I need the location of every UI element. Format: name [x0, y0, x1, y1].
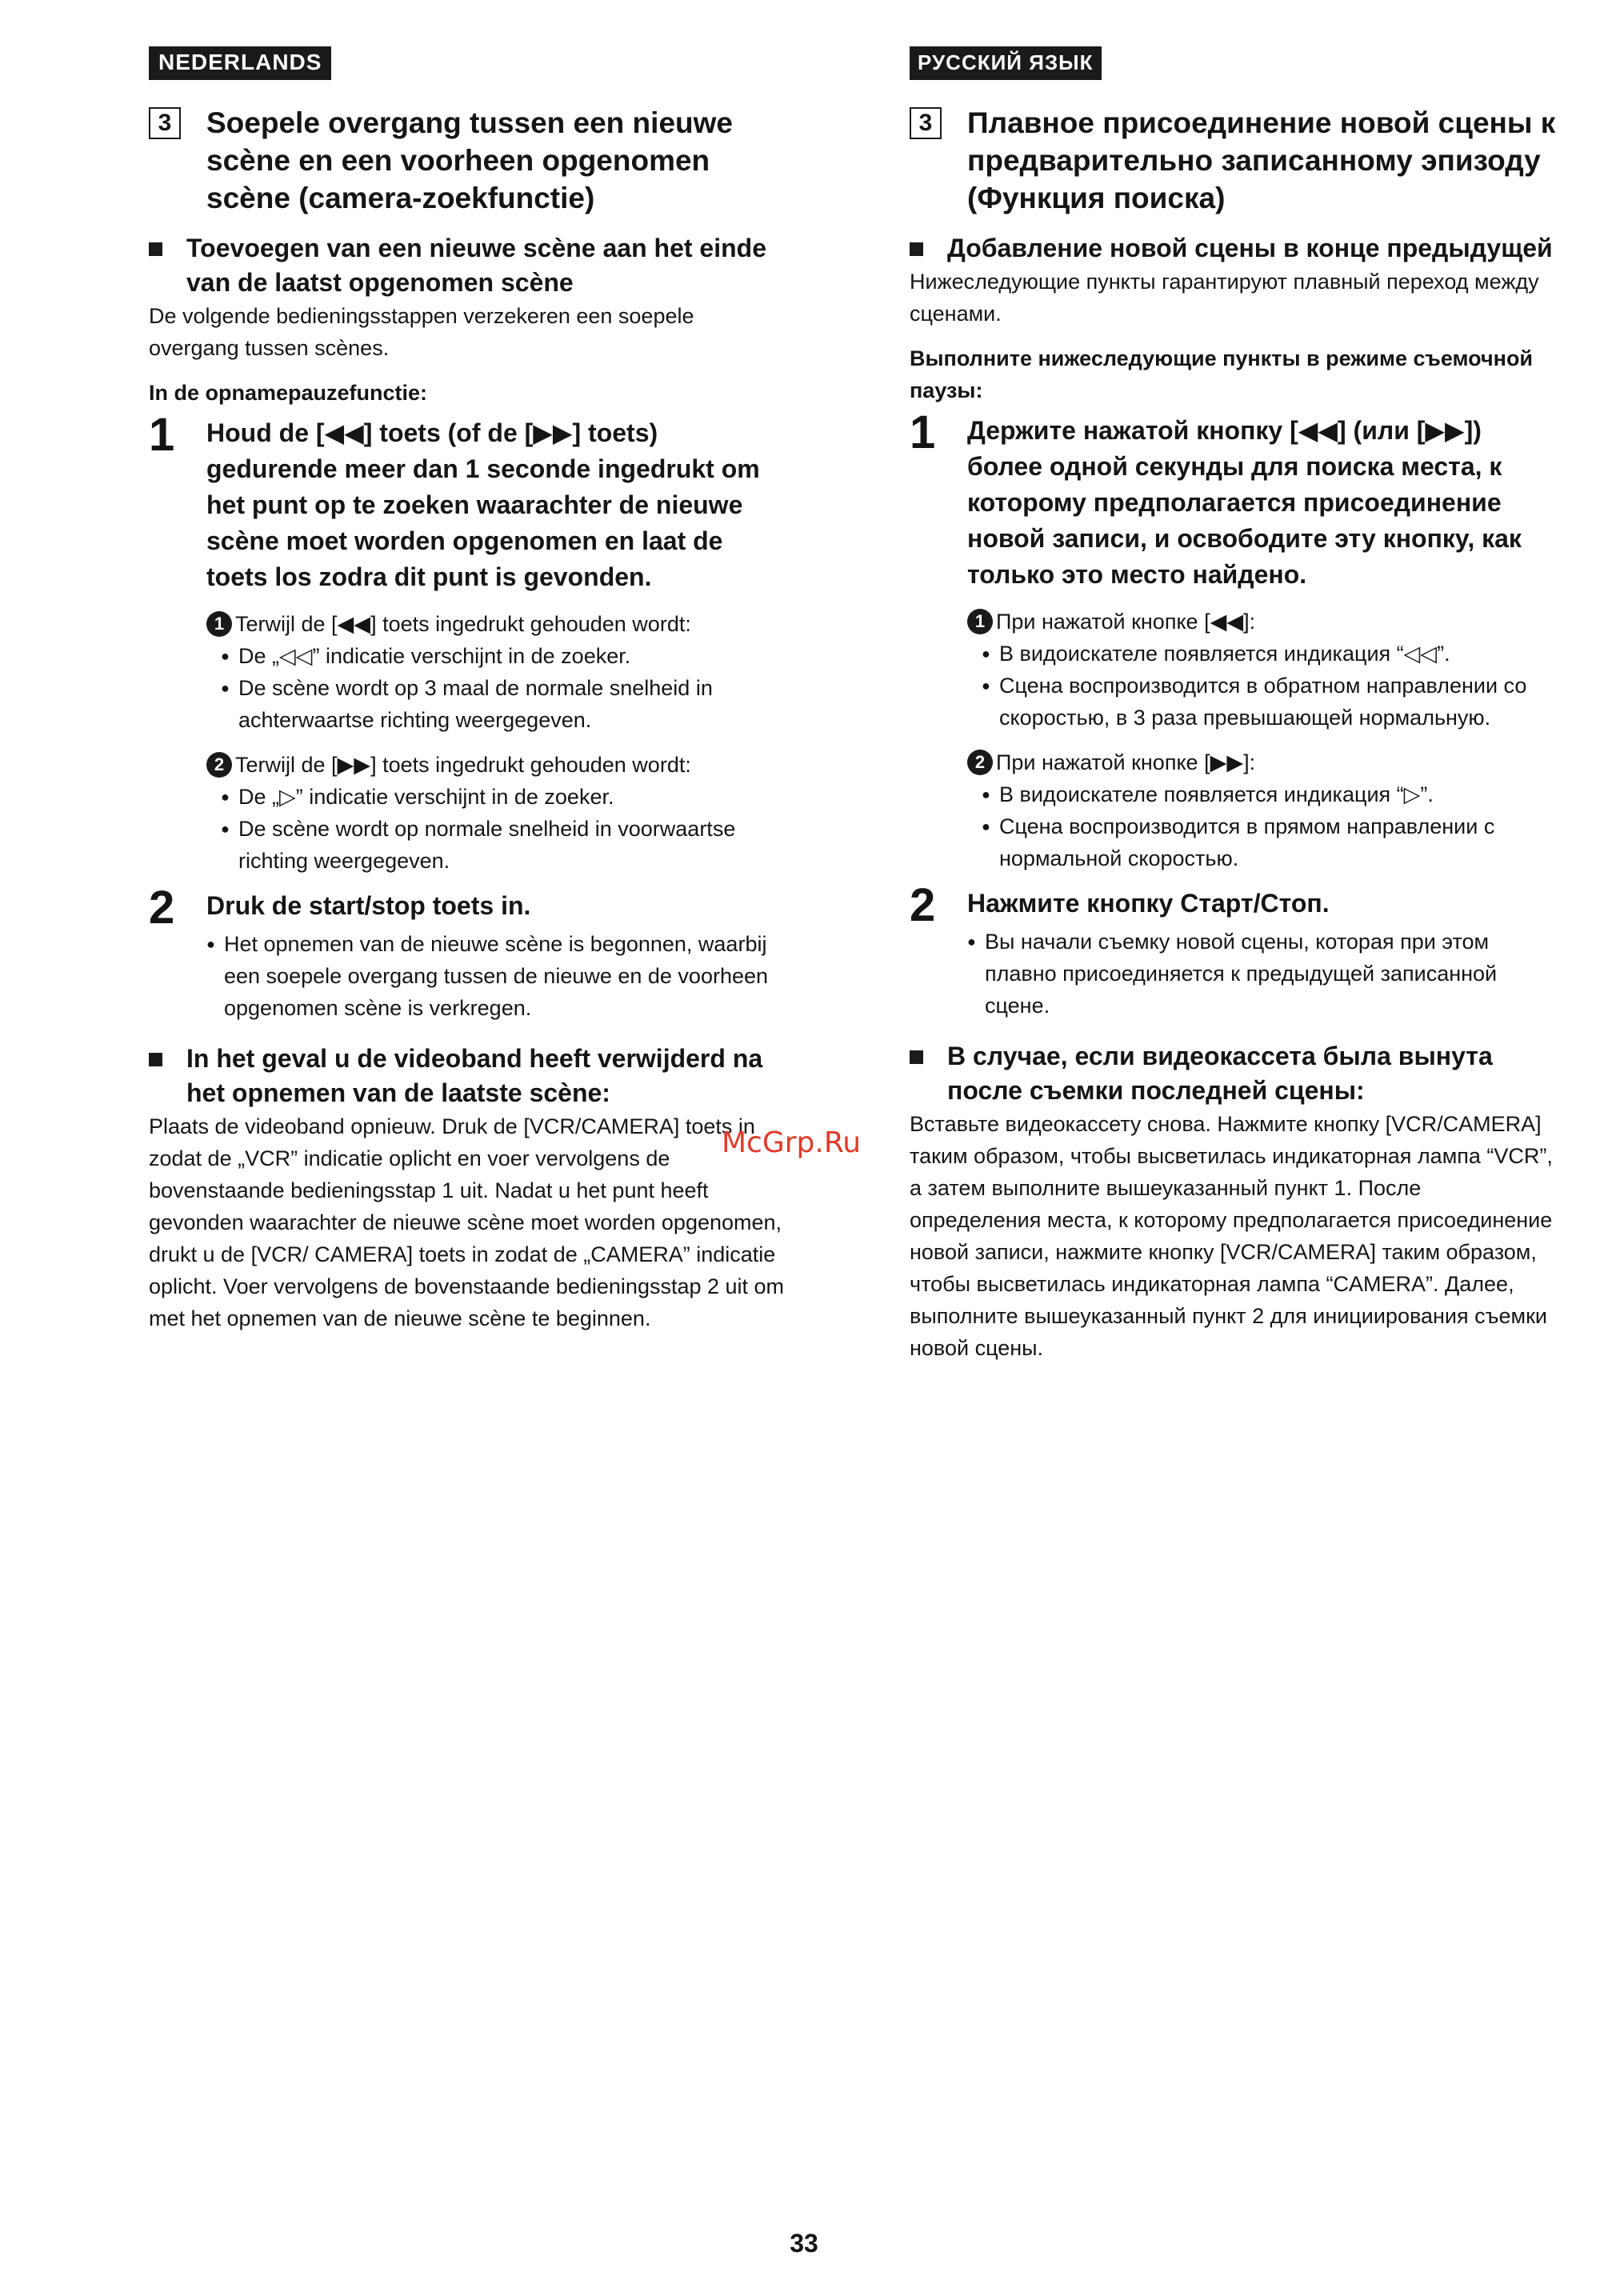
step-number: 2 — [910, 879, 936, 931]
note-bullet: ● Сцена воспроизводится в обратном направлении со скоростью, в 3 раза превышающей нормальную. — [982, 670, 1558, 734]
note-bullet: ● De „◁◁” indicatie verschijnt in de zoeker. — [221, 640, 789, 672]
dutch-column — [149, 46, 789, 1334]
step-number: 1 — [910, 406, 936, 458]
step-2 — [149, 882, 789, 934]
subheading-add-scene — [149, 231, 789, 300]
note-heading: Terwijl de [◀◀] toets ingedrukt gehouden wordt: — [235, 612, 691, 636]
page-number: 33 — [790, 2229, 818, 2258]
intro-paragraph: De volgende bedieningsstappen verzekeren een soepele overgang tussen scènes. — [149, 304, 694, 360]
square-bullet-icon — [910, 242, 923, 256]
mode-label: In de opnamepauzefunctie: — [149, 381, 428, 405]
step-1 — [910, 406, 1558, 593]
note-bullet: ● De scène wordt op 3 maal de normale snelheid in achterwaartse richting weergegeven. — [221, 672, 789, 736]
note-forward — [967, 746, 1558, 874]
circled-number-icon: 2 — [206, 752, 232, 778]
subheading-tape-removed — [149, 1042, 789, 1110]
language-tag: NEDERLANDS — [149, 46, 331, 80]
step-instruction: Нажмите кнопку Старт/Стоп. — [967, 889, 1330, 918]
note-bullet: ● В видоискателе появляется индикация “▷”. — [982, 778, 1558, 810]
circled-number-icon: 2 — [967, 750, 993, 775]
note-bullet: ● De „▷” indicatie verschijnt in de zoeker. — [221, 781, 789, 813]
mode-label: Выполните нижеследующие пункты в режиме съемочной паузы: — [910, 346, 1534, 402]
section-number-box: 3 — [149, 107, 181, 139]
subheading-add-scene — [910, 231, 1558, 266]
subheading-tape-removed — [910, 1039, 1558, 1108]
tape-removed-paragraph: Вставьте видеокассету снова. Нажмите кнопку [VCR/CAMERA] таким образом, чтобы высветилась индикаторная лампа “VCR”, а затем выполните вышеуказанный пункт 1. После определения места, к которому предполагается присоединение новой записи, нажмите кнопку [VCR/CAMERA] таким образом, чтобы высветилась индикаторная лампа “CAMERA”. Далее, выполните вышеуказанный пункт 2 для инициирования съемки новой сцены. — [910, 1112, 1553, 1360]
note-forward — [206, 749, 789, 877]
step-2 — [910, 879, 1558, 931]
section-heading — [910, 104, 1558, 217]
tape-removed-paragraph: Plaats de videoband opnieuw. Druk de [VCR/CAMERA] toets in zodat de „VCR” indicatie oplicht en voer vervolgens de bovenstaande bedieningsstap 1 uit. Nadat u het punt heeft gevonden waarachter de nieuwe scène moet worden opgenomen, drukt u de [VCR/ CAMERA] toets in zodat de „CAMERA” indicatie oplicht. Voer vervolgens de bovenstaande bedieningsstap 2 uit om met het opnemen van de nieuwe scène te beginnen. — [149, 1114, 785, 1330]
note-heading: Terwijl de [▶▶] toets ingedrukt gehouden wordt: — [235, 753, 691, 777]
russian-column — [910, 46, 1558, 1364]
square-bullet-icon — [149, 1053, 162, 1066]
section-title: Плавное присоединение новой сцены к предварительно записанному эпизоду (Функция поиска) — [967, 106, 1556, 214]
subheading-title: In het geval u de videoband heeft verwijderd na het opnemen van de laatste scène: — [186, 1044, 763, 1107]
note-rewind — [967, 606, 1558, 734]
language-tag: РУССКИЙ ЯЗЫК — [910, 46, 1102, 80]
note-bullet: ● De scène wordt op normale snelheid in voorwaartse richting weergegeven. — [221, 813, 789, 877]
step-instruction: Druk de start/stop toets in. — [206, 891, 531, 920]
note-heading: При нажатой кнопке [▶▶]: — [996, 750, 1256, 774]
section-title: Soepele overgang tussen een nieuwe scène en een voorheen opgenomen scène (camera-zoekfunctie) — [206, 106, 733, 214]
circled-number-icon: 1 — [206, 611, 232, 637]
intro-paragraph: Нижеследующие пункты гарантируют плавный переход между сценами. — [910, 270, 1539, 326]
subheading-title: Toevoegen van een nieuwe scène aan het einde van de laatst opgenomen scène — [186, 234, 766, 297]
square-bullet-icon — [149, 242, 162, 256]
note-bullet: ● Сцена воспроизводится в прямом направлении с нормальной скоростью. — [982, 810, 1558, 874]
section-number-box: 3 — [910, 107, 942, 139]
step-1 — [149, 409, 789, 595]
note-rewind — [206, 608, 789, 736]
section-heading — [149, 104, 789, 217]
note-bullet: ● В видоискателе появляется индикация “◁◁”. — [982, 638, 1558, 670]
square-bullet-icon — [910, 1050, 923, 1064]
note-heading: При нажатой кнопке [◀◀]: — [996, 610, 1256, 634]
step-bullet: ● Het opnemen van de nieuwe scène is begonnen, waarbij een soepele overgang tussen de nieuwe en de voorheen opgenomen scène is verkregen. — [206, 928, 789, 1024]
step-instruction: Держите нажатой кнопку [◀◀] (или [▶▶]) более одной секунды для поиска места, к которому предполагается присоединение новой записи, и освободите эту кнопку, как только это место найдено. — [967, 416, 1522, 589]
step-number: 2 — [149, 882, 175, 934]
step-instruction: Houd de [◀◀] toets (of de [▶▶] toets) gedurende meer dan 1 seconde ingedrukt om het punt op te zoeken waarachter de nieuwe scène moet worden opgenomen en laat de toets los zodra dit punt is gevonden. — [206, 418, 760, 591]
step-number: 1 — [149, 409, 175, 461]
subheading-title: Добавление новой сцены в конце предыдущей — [947, 234, 1553, 262]
circled-number-icon: 1 — [967, 609, 993, 634]
step-bullet: ● Вы начали съемку новой сцены, которая при этом плавно присоединяется к предыдущей записанной сцене. — [967, 926, 1558, 1022]
watermark: McGrp.Ru — [722, 1126, 862, 1159]
subheading-title: В случае, если видеокассета была вынута после съемки последней сцены: — [947, 1042, 1493, 1105]
